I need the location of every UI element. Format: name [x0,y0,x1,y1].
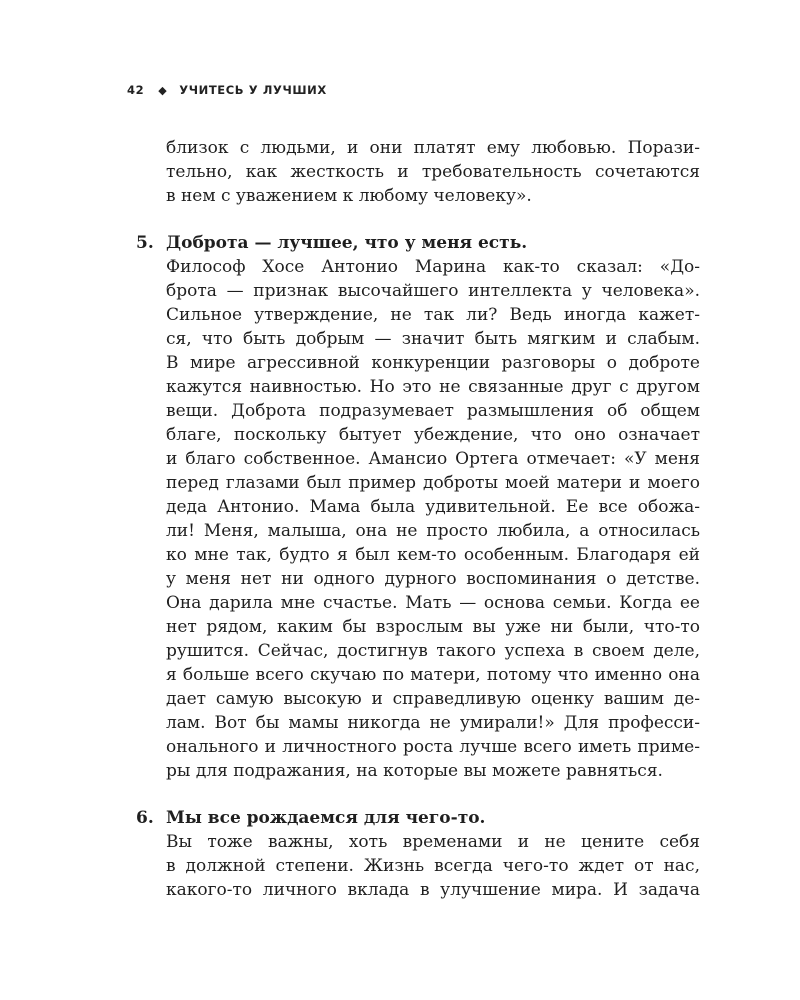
text-line: Вы тоже важны, хоть временами и не цените себя [166,832,700,852]
text-line: брота — признак высочайшего интеллекта у человека». [166,281,700,301]
text-line: онального и личностного роста лучше всего иметь приме- [166,737,700,757]
item-number: 6. [136,808,154,828]
item-title: Доброта — лучшее, что у меня есть. [166,233,528,253]
page-body [136,136,700,902]
page-number: 42 [127,83,145,97]
intro-paragraph [166,136,700,208]
text-line: нет рядом, каким бы взрослым вы уже ни были, что-то [166,617,700,637]
text-line: и благо собственное. Амансио Ортега отмечает: «У меня [166,449,700,469]
text-line: Философ Хосе Антонио Марина как-то сказал: «До- [166,257,700,277]
item-heading [136,231,700,255]
text-line: ко мне так, будто я был кем-то особенным. Благодаря ей [166,545,700,565]
text-line: ли! Меня, малыша, она не просто любила, а относилась [166,521,700,541]
text-line: у меня нет ни одного дурного воспоминания о детстве. [166,569,700,589]
text-line: Она дарила мне счастье. Мать — основа семьи. Когда ее [166,593,700,613]
text-line: деда Антонио. Мама была удивительной. Ее все обожа- [166,497,700,517]
list-item-5 [136,231,700,783]
text-line: какого-то личного вклада в улучшение мира. И задача [166,880,700,900]
text-line: Сильное утверждение, не так ли? Ведь иногда кажет- [166,305,700,325]
text-line: ры для подражания, на которые вы можете равняться. [166,761,663,781]
item-heading [136,806,700,830]
text-line: близок с людьми, и они платят ему любовью. Порази- [166,138,700,158]
text-line: В мире агрессивной конкуренции разговоры о доброте [166,353,700,373]
list-item-6 [136,806,700,902]
text-line: благе, поскольку бытует убеждение, что оно означает [166,425,700,445]
text-line: я больше всего скучаю по матери, потому что именно она [166,665,700,685]
text-line: ся, что быть добрым — значит быть мягким и слабым. [166,329,700,349]
running-title: УЧИТЕСЬ У ЛУЧШИХ [179,83,327,97]
item-number: 5. [136,233,154,253]
item-title: Мы все рождаемся для чего-то. [166,808,486,828]
text-line: лам. Вот бы мамы никогда не умирали!» Для професси- [166,713,700,733]
running-header [127,83,327,97]
text-line: в должной степени. Жизнь всегда чего-то ждет от нас, [166,856,700,876]
text-line: в нем с уважением к любому человеку». [166,186,532,206]
text-line: перед глазами был пример доброты моей матери и моего [166,473,700,493]
text-line: кажутся наивностью. Но это не связанные друг с другом [166,377,700,397]
text-line: рушится. Сейчас, достигнув такого успеха в своем деле, [166,641,700,661]
text-line: дает самую высокую и справедливую оценку вашим де- [166,689,700,709]
text-line: вещи. Доброта подразумевает размышления об общем [166,401,700,421]
text-line: тельно, как жесткость и требовательность сочетаются [166,162,700,182]
diamond-separator-icon: ◆ [158,83,168,97]
